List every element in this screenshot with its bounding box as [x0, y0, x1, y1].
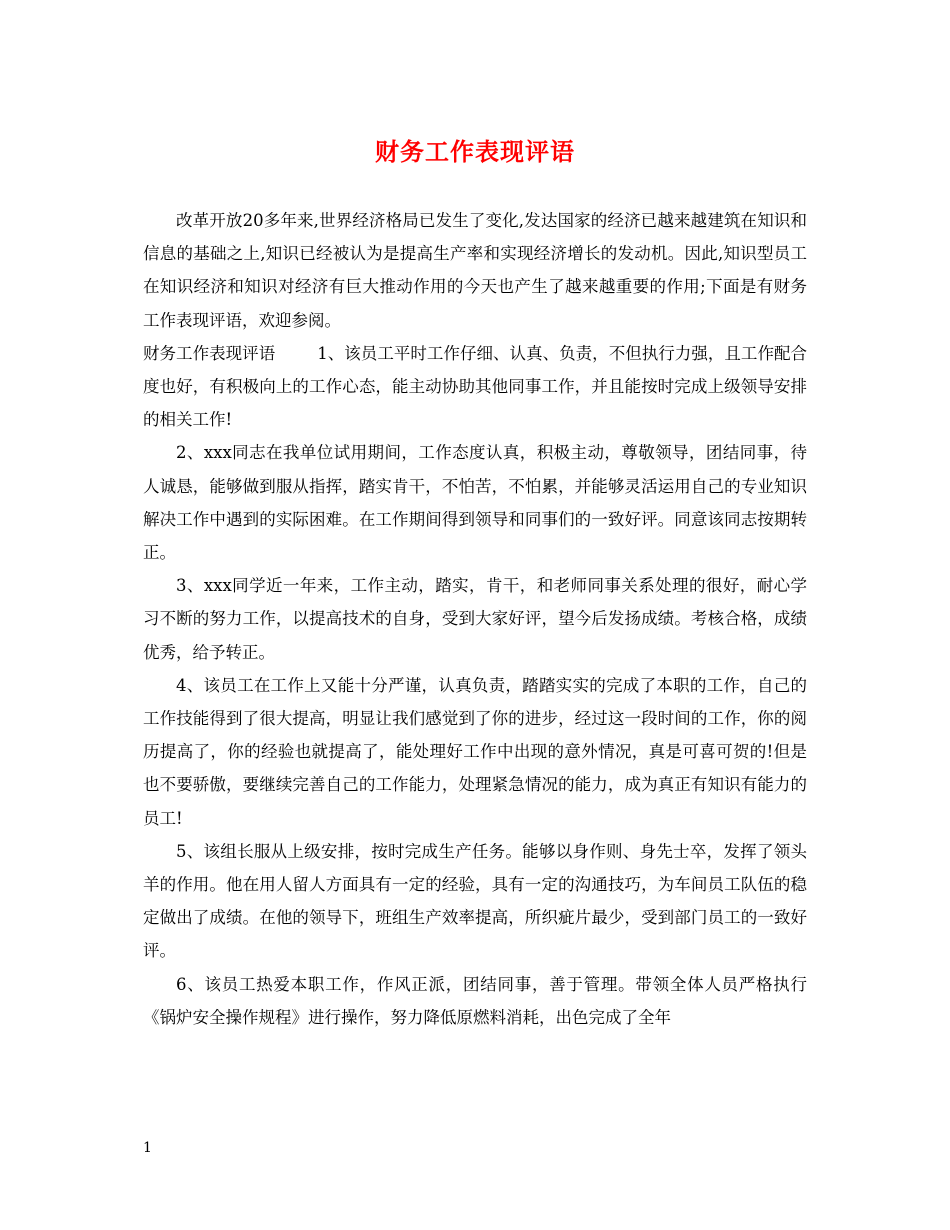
item-6-paragraph: 6、该员工热爱本职工作，作风正派，团结同事，善于管理。带领全体人员严格执行《锅炉安全操作规程》进行操作，努力降低原燃料消耗，出色完成了全年	[143, 974, 807, 1027]
section-label: 财务工作表现评语	[143, 343, 276, 363]
intro-paragraph: 改革开放20多年来,世界经济格局已发生了变化,发达国家的经济已越来越建筑在知识和信息的基础之上,知识已经被认为是提高生产率和实现经济增长的发动机。因此,知识型员工在知识经济和知识对经济有巨大推动作用的今天也产生了越来越重要的作用;下面是有财务工作表现评语，欢迎参阅。	[143, 211, 807, 330]
item-3-paragraph: 3、xxx同学近一年来，工作主动，踏实，肯干，和老师同事关系处理的很好，耐心学习不断的努力工作，以提高技术的自身，受到大家好评，望今后发扬成绩。考核合格，成绩优秀，给予转正。	[143, 576, 807, 662]
item-4-paragraph: 4、该员工在工作上又能十分严谨，认真负责，踏踏实实的完成了本职的工作，自己的工作技能得到了很大提高，明显让我们感觉到了你的进步，经过这一段时间的工作，你的阅历提高了，你的经验也就提高了，能处理好工作中出现的意外情况，真是可喜可贺的!但是也不要骄傲，要继续完善自己的工作能力，处理紧急情况的能力，成为真正有知识有能力的员工!	[143, 675, 807, 828]
section-paragraph-1	[143, 337, 807, 437]
document-body	[143, 204, 807, 1034]
document-title: 财务工作表现评语	[375, 137, 575, 166]
page-number: 1	[143, 1140, 152, 1156]
item-2-paragraph: 2、xxx同志在我单位试用期间，工作态度认真，积极主动，尊敬领导，团结同事，待人诚恳，能够做到服从指挥，踏实肯干，不怕苦，不怕累，并能够灵活运用自己的专业知识解决工作中遇到的实际困难。在工作期间得到领导和同事们的一致好评。同意该同志按期转正。	[143, 443, 807, 563]
item-1-text: 1、该员工平时工作仔细、认真、负责，不但执行力强，且工作配合度也好，有积极向上的工作心态，能主动协助其他同事工作，并且能按时完成上级领导安排的相关工作!	[143, 343, 808, 430]
item-5-paragraph: 5、该组长服从上级安排，按时完成生产任务。能够以身作则、身先士卒，发挥了领头羊的作用。他在用人留人方面具有一定的经验，具有一定的沟通技巧，为车间员工队伍的稳定做出了成绩。在他的领导下，班组生产效率提高，所织疵片最少，受到部门员工的一致好评。	[143, 841, 807, 961]
